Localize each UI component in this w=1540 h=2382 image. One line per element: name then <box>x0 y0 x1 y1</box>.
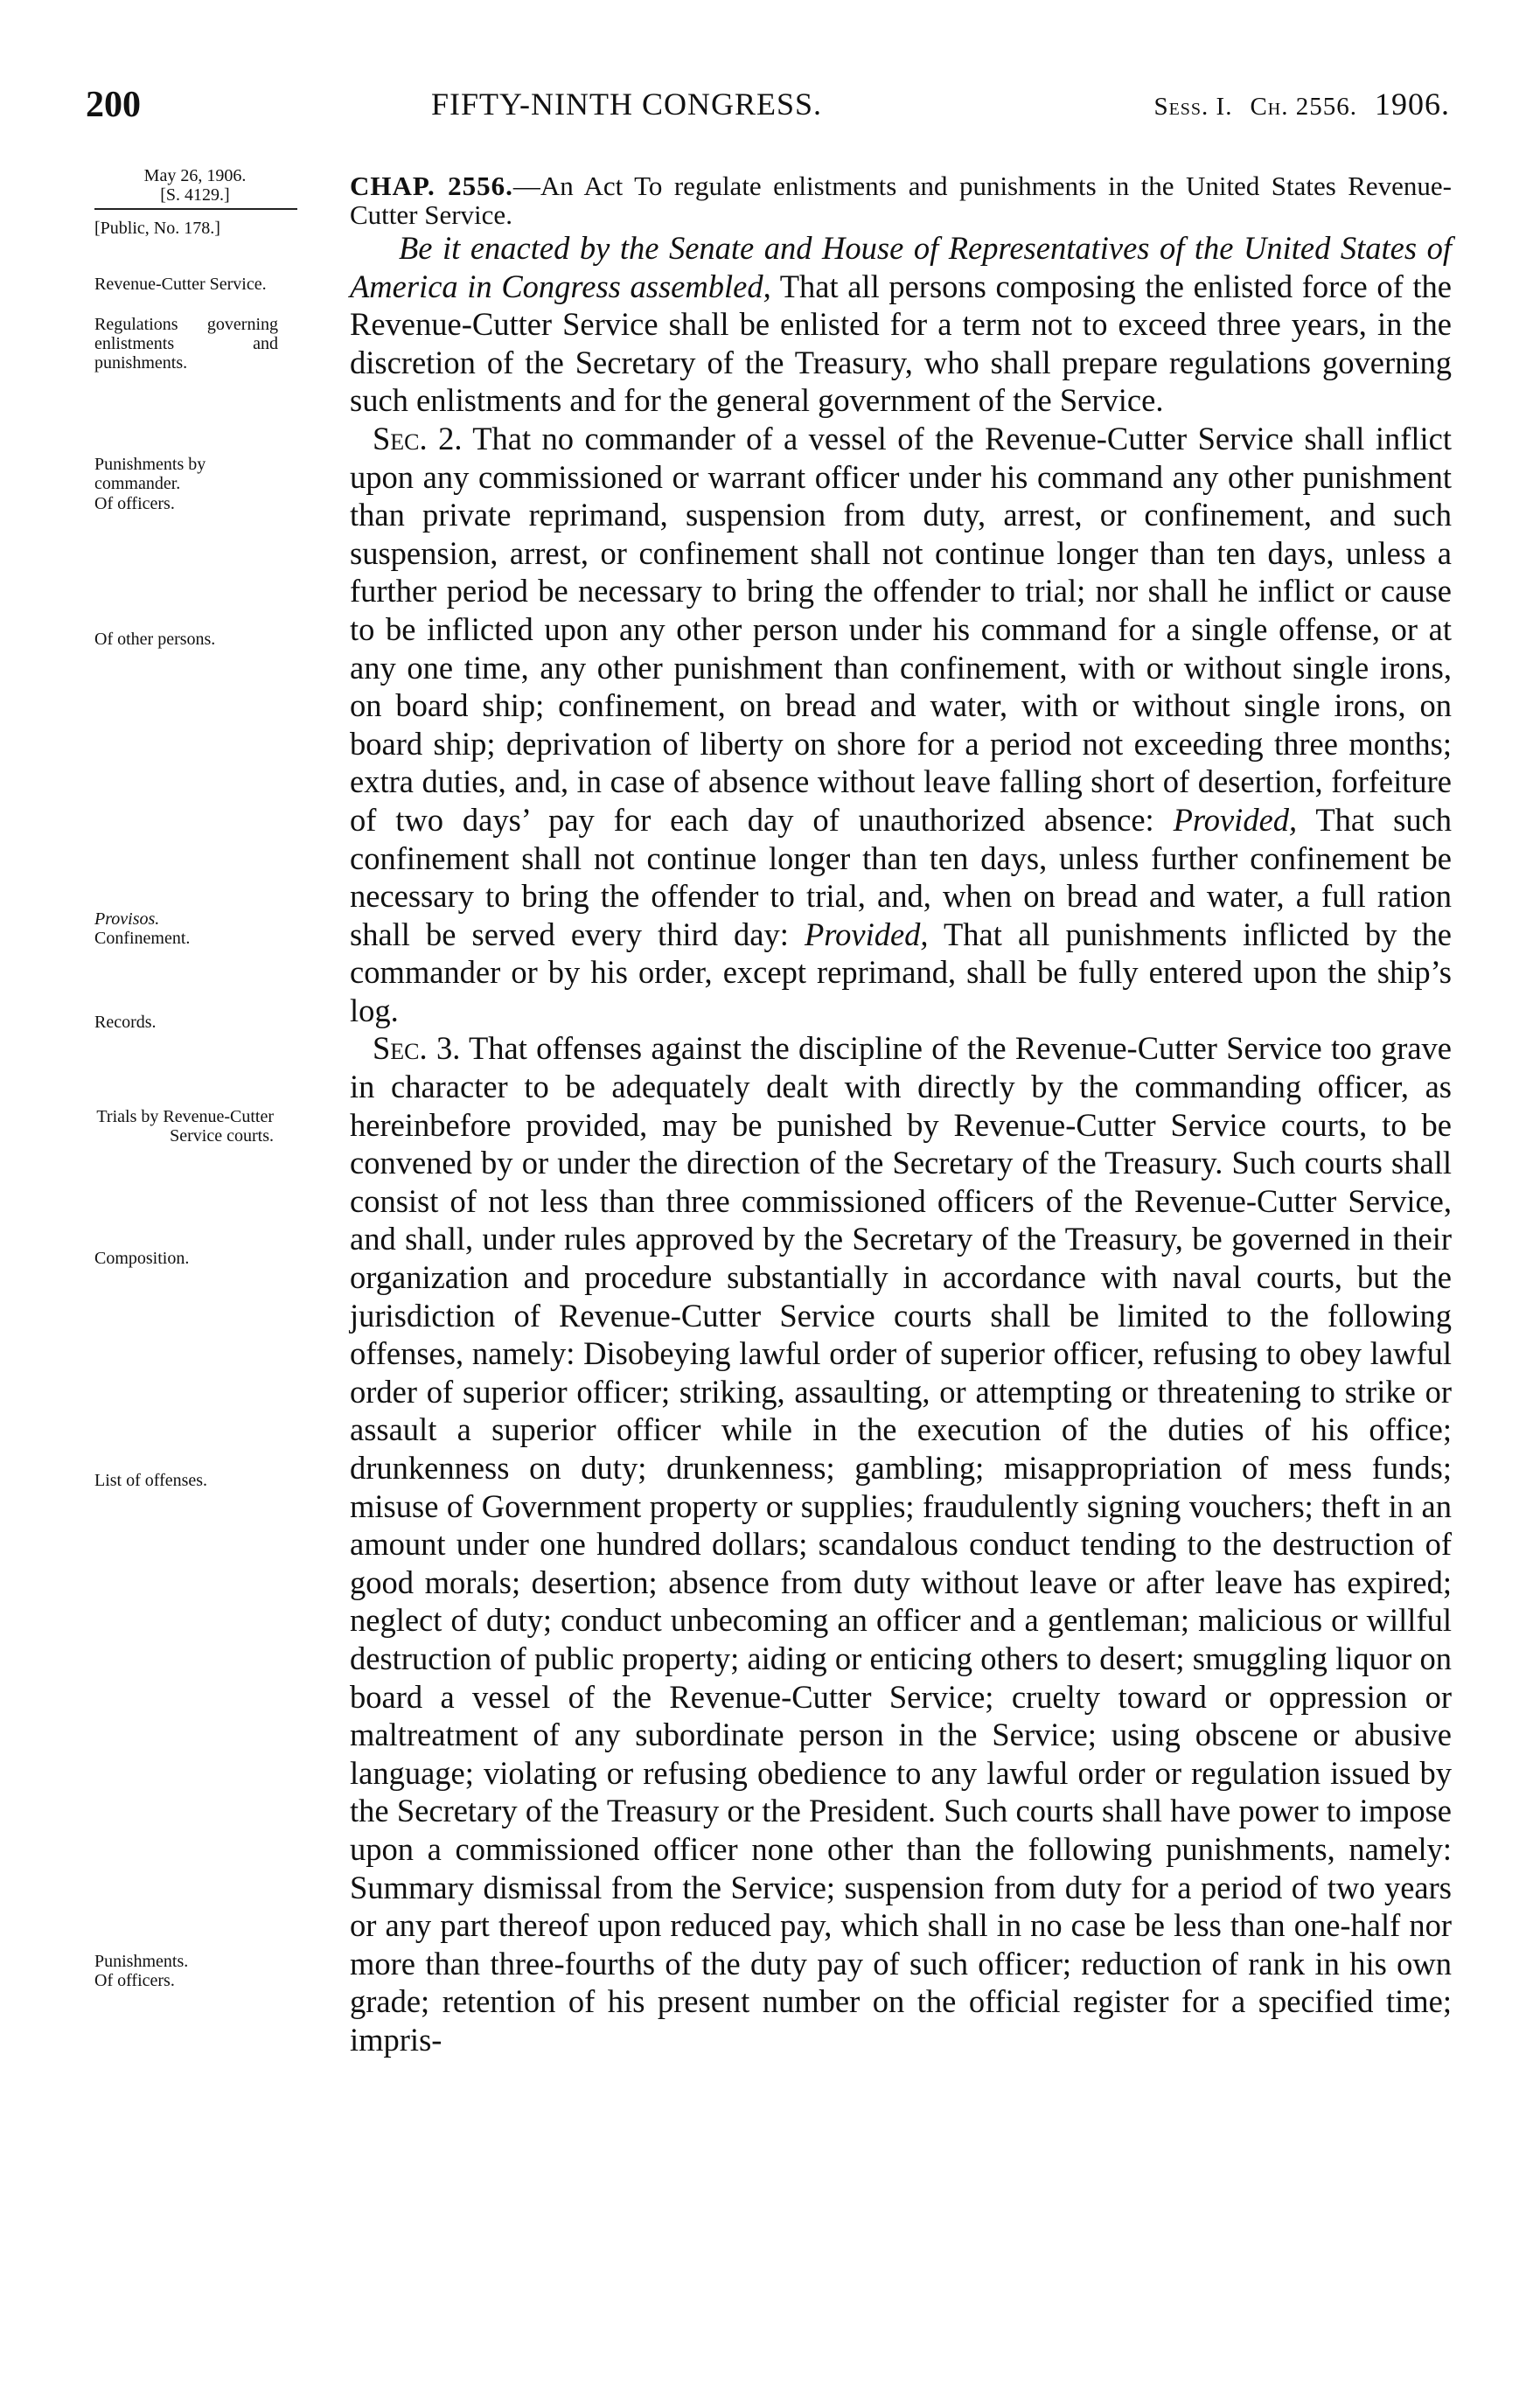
running-head-text: FIFTY-NINTH CONGRESS. <box>431 87 823 122</box>
margin-bill: [S. 4129.] <box>160 185 230 205</box>
section-1-text: That all persons composing the enlisted force of the Revenue-Cutter Service shall be enlisted for a term not to exceed three years, in the discretion of the Secretary of the Treasury, who shall prepare regulations governing such enlistments and for the general government of the Service. <box>350 268 1452 419</box>
section-2-text-c: That all punishments inflicted by the commander or by his order, except reprimand, shall be fully entered upon the ship’s log. <box>350 916 1453 1028</box>
margin-rule <box>94 208 297 210</box>
margin-composition: Composition. <box>94 1249 190 1268</box>
margin-punishments: Punishments. <box>94 1952 189 1971</box>
margin-trials: Trials by Revenue-Cutter Service courts. <box>96 1107 274 1146</box>
margin-list-offenses: List of offenses. <box>94 1471 208 1490</box>
chapter-title: —An Act To regulate enlistments and punishments in the United States Revenue-Cutter Service. <box>350 171 1453 230</box>
margin-of-officers: Of officers. <box>94 494 175 513</box>
margin-of-other: Of other persons. <box>94 630 216 649</box>
chapter-caption <box>350 171 1452 229</box>
margin-punishments-by: Punishments by commander. <box>94 455 206 493</box>
page-number: 200 <box>86 85 141 125</box>
margin-confinement: Confinement. <box>94 929 191 948</box>
margin-regulations: Regulations governing enlistments and punishments. <box>94 315 278 373</box>
section-2-text-b: That such confinement shall not continue longer than ten days, unless further confinement be necessary to bring the offender to trial, and, when on bread and water, a full ration shall be served every third day: <box>350 801 1453 952</box>
running-head <box>431 86 822 122</box>
year-label: 1906. <box>1375 87 1450 122</box>
enacting-clause: Be it enacted by the Senate and House of Representatives of the United States of America in Congress assembled, <box>350 230 1452 304</box>
section-2-label: Sec. 2. <box>373 420 463 456</box>
session-label: Sess. I. <box>1153 93 1233 121</box>
margin-provisos: Provisos. <box>94 909 160 929</box>
statute-text <box>350 171 1452 2059</box>
margin-of-officers-2: Of officers. <box>94 1971 175 1990</box>
proviso-2: Provided, <box>804 916 929 952</box>
chapter-number: CHAP. 2556. <box>350 171 513 201</box>
margin-records: Records. <box>94 1013 157 1032</box>
session-info <box>1153 86 1450 122</box>
margin-date: May 26, 1906. <box>143 166 247 185</box>
section-2-text-a: That no commander of a vessel of the Revenue-Cutter Service shall inflict upon any commissioned or warrant officer under his command any other punishment than private reprimand, suspension from duty, arrest, or confinement, and such suspension, arrest, or confinement shall not continue longer than ten days, unless a further period be necessary to bring the offender to trial; nor shall he inflict or cause to be inflicted upon any other person under his command for a single offense, or at any one time, any other punishment than confinement, with or without single irons, on board ship; confinement, on bread and water, with or without single irons, on board ship; deprivation of liberty on shore for a period not exceeding three months; extra duties, and, in case of absence without leave falling short of desertion, forfeiture of two days’ pay for each day of unauthorized absence: <box>350 420 1452 838</box>
section-3-text: That offenses against the discipline of the Revenue-Cutter Service too grave in character to be adequately dealt with directly by the commanding officer, as hereinbefore provided, may be punished by Revenue-Cutter Service courts, to be convened by or under the direction of the Secretary of the Treasury. Such courts shall consist of not less than three commissioned officers of the Revenue-Cutter Service, and shall, under rules approved by the Secretary of the Treasury, be governed in their organization and procedure substantially in accordance with naval courts, but the jurisdiction of Revenue-Cutter Service courts shall be limited to the following offenses, namely: Disobeying lawful order of superior officer, refusing to obey lawful order of superior officer; striking, assaulting, or attempting or threatening to strike or assault a superior officer while in the execution of the duties of his office; drunkenness on duty; drunkenness; gambling; misappropriation of mess funds; misuse of Government property or supplies; fraudulently signing vouchers; theft in an amount under one hundred dollars; scandalous conduct tending to the destruction of good morals; desertion; absence from duty without leave or after leave has expired; neglect of duty; conduct unbecoming an officer and a gentleman; malicious or willful destruction of public property; aiding or enticing others to desert; smuggling liquor on board a vessel of the Revenue-Cutter Service; cruelty toward or oppression or maltreatment of any subordinate person in the Service; using obscene or abusive language; violating or refusing obedience to any lawful order or regulation issued by the Secretary of the Treasury or the President. Such courts shall have power to impose upon a commissioned officer none other than the following punishments, namely: Summary dismissal from the Service; suspension from duty for a period of two years or any part thereof upon reduced pay, which shall in no case be less than one-half nor more than three-fourths of the duty pay of such officer; reduction of rank in his own grade; retention of his present number on the official register for a specified time; impris- <box>350 1030 1452 2058</box>
section-1 <box>350 229 1452 420</box>
margin-public: [Public, No. 178.] <box>94 219 220 238</box>
chapter-label: Ch. 2556. <box>1250 93 1357 121</box>
section-3 <box>350 1029 1452 2058</box>
section-2 <box>350 420 1452 1030</box>
section-3-label: Sec. 3. <box>373 1030 461 1067</box>
proviso-1: Provided, <box>1173 801 1298 838</box>
page-header <box>86 84 1450 131</box>
margin-revenue-cutter: Revenue-Cutter Service. <box>94 275 267 294</box>
